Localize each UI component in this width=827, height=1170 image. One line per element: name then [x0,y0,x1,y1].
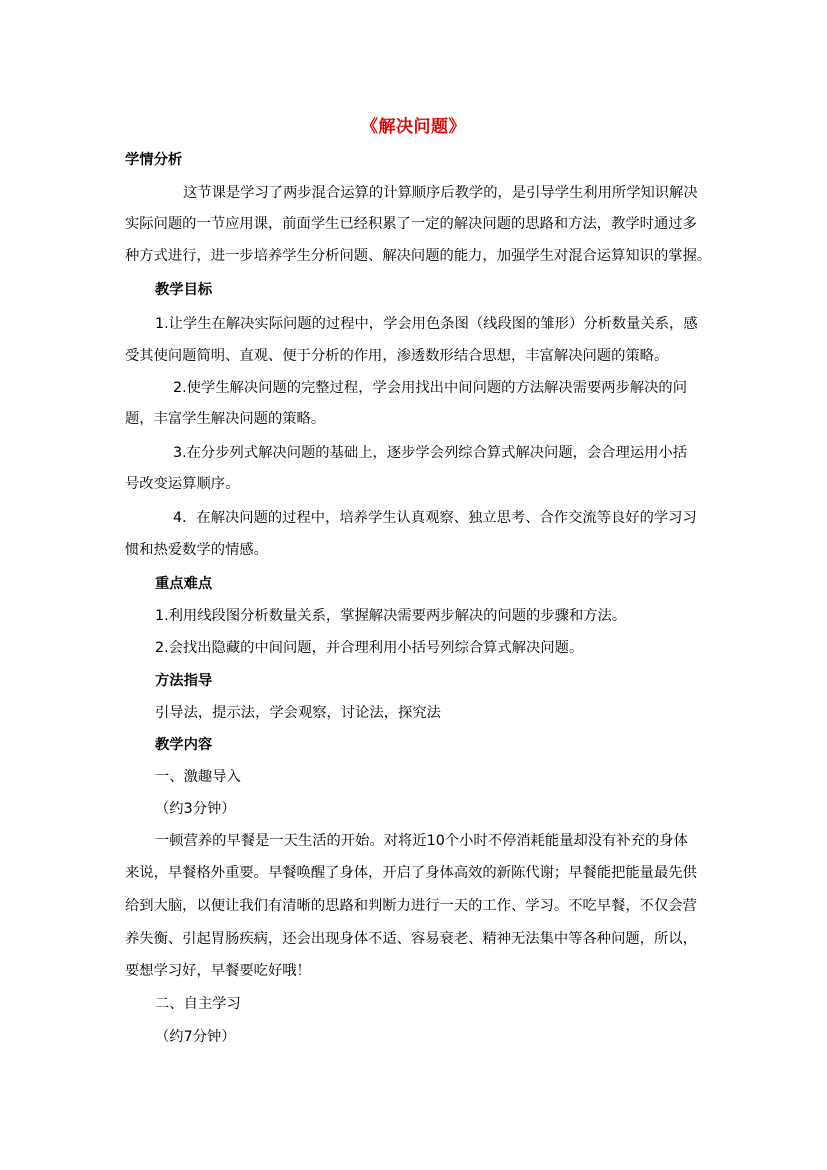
section-heading-key-points: 重点难点 [155,576,213,592]
paragraph-line: 2.会找出隐藏的中间问题，并合理利用小括号列综合算式解决问题。 [155,640,584,656]
paragraph-line: 养失衡、引起胃肠疾病，还会出现身体不适、容易衰老、精神无法集中等各种问题，所以， [125,931,697,947]
paragraph-line: （约7分钟） [155,1029,236,1045]
paragraph-line: 一顿营养的早餐是一天生活的开始。对将近10个小时不停消耗能量却没有补充的身体 [155,833,688,849]
subsection-heading: 一、激趣导入 [155,769,241,785]
section-heading-method: 方法指导 [155,673,213,689]
subsection-heading: 二、自主学习 [155,996,241,1012]
paragraph-line: 惯和热爱数学的情感。 [125,542,268,558]
paragraph-line: 实际问题的一节应用课，前面学生已经积累了一定的解决问题的思路和方法，教学时通过多 [125,216,697,232]
paragraph-line: 来说，早餐格外重要。早餐唤醒了身体，开启了身体高效的新陈代谢；早餐能把能量最先供 [125,865,697,881]
paragraph-line: 引导法，提示法，学会观察，讨论法，探究法 [155,705,441,721]
paragraph-line: 1.让学生在解决实际问题的过程中，学会用色条图（线段图的雏形）分析数量关系，感 [155,316,698,332]
paragraph-line: 种方式进行，进一步培养学生分析问题、解决问题的能力，加强学生对混合运算知识的掌握。 [125,248,712,264]
section-heading-analysis: 学情分析 [125,152,183,168]
section-heading-content: 教学内容 [155,737,213,753]
paragraph-line: 号改变运算顺序。 [125,476,240,492]
paragraph-line: 题，丰富学生解决问题的策略。 [125,411,326,427]
paragraph-line: 给到大脑，以便让我们有清晰的思路和判断力进行一天的工作、学习。不吃早餐，不仅会营 [125,898,697,914]
section-heading-goals: 教学目标 [155,282,213,298]
paragraph-line: 这节课是学习了两步混合运算的计算顺序后教学的，是引导学生利用所学知识解决 [183,185,698,201]
paragraph-line: （约3分钟） [155,801,236,817]
paragraph-line: 1.利用线段图分析数量关系，掌握解决需要两步解决的问题的步骤和方法。 [155,608,627,624]
paragraph-line: 受其使问题简明、直观、便于分析的作用，渗透数形结合思想，丰富解决问题的策略。 [125,348,669,364]
paragraph-line: 2.使学生解决问题的完整过程，学会用找出中间问题的方法解决需要两步解决的问 [173,380,688,396]
paragraph-line: 要想学习好，早餐要吃好哦！ [125,963,311,979]
paragraph-line: 3.在分步列式解决问题的基础上，逐步学会列综合算式解决问题，会合理运用小括 [173,445,688,461]
document-title: 《解决问题》 [361,117,466,137]
paragraph-line: 4．在解决问题的过程中，培养学生认真观察、独立思考、合作交流等良好的学习习 [173,510,697,526]
